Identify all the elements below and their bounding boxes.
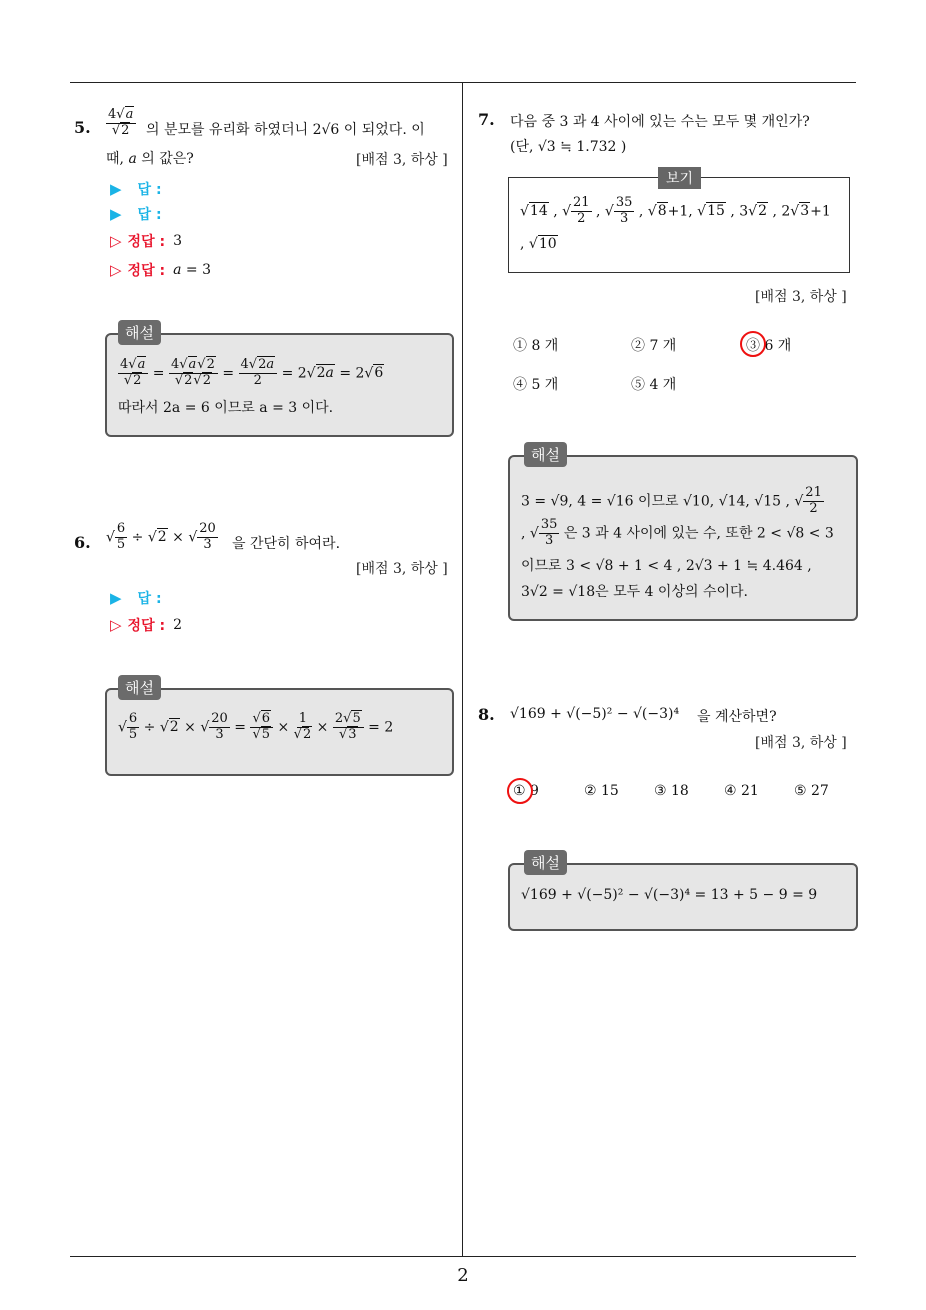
q7-choice-2[interactable]: ② 7 개 <box>631 338 677 354</box>
outline-triangle-icon: ▷ <box>110 616 122 634</box>
play-icon: ▶ <box>110 205 122 223</box>
q8-solution-line: √169 + √(−5)² − √(−3)⁴ = 13 + 5 − 9 = 9 <box>521 887 818 903</box>
q7-score: [배점 3, 하상 ] <box>755 289 847 305</box>
q8-choice-5[interactable]: ⑤ 27 <box>794 783 829 799</box>
q8-score: [배점 3, 하상 ] <box>755 735 847 751</box>
column-divider <box>462 83 463 1257</box>
q7-bogi-tag: 보기 <box>658 167 701 189</box>
page-number: 2 <box>457 1265 469 1286</box>
q8-choice-3[interactable]: ③ 18 <box>654 783 689 799</box>
q7-choice-5[interactable]: ⑤ 4 개 <box>631 377 677 393</box>
q7-solution-line3: 이므로 3 < √8 + 1 < 4 , 2√3 + 1 ≒ 4.464 , <box>521 558 812 574</box>
q7-number: 7. <box>478 110 495 129</box>
q5-solution-line1: $\frac{4√a}{√2}$ = $\frac{4√a√2}{√2√2}$ = $\frac{4√2a}{2}$ = 2√2a = 2√6 <box>120 357 384 388</box>
q8-choice-2[interactable]: ② 15 <box>584 783 619 799</box>
q7-choice-4[interactable]: ④ 5 개 <box>513 377 559 393</box>
q5-solution-line2: 따라서 2a = 6 이므로 a = 3 이다. <box>118 400 334 416</box>
outline-triangle-icon: ▷ <box>110 261 122 279</box>
q7-bogi-item-last: , √10 <box>520 236 557 252</box>
q5-correct-row-1: ▷ 정답 : 3 <box>110 232 182 250</box>
play-icon: ▶ <box>110 180 122 198</box>
q8-number: 8. <box>478 705 495 724</box>
q6-expression: √ $\frac{6}{5}$ ÷ √2 × √ $\frac{20}{3}$ <box>106 521 216 552</box>
q7-solution-line2: , √ $\frac{35}{3}$ 은 3 과 4 사이에 있는 수, 또한 2 < √8 < 3 <box>521 517 834 548</box>
q5-answer-row-2: ▶ 답 : <box>110 205 162 223</box>
q5-fraction: $\frac{4√a}{√2}$ <box>106 108 136 139</box>
q7-choice-3[interactable]: ③ 6 개 <box>746 338 792 354</box>
q5-number: 5. <box>74 118 91 137</box>
q7-solution-line4: 3√2 = √18은 모두 4 이상의 수이다. <box>521 584 748 600</box>
q5-correct-row-2: ▷ 정답 : a = 3 <box>110 261 211 279</box>
q7-question-line2: (단, √3 ≒ 1.732 ) <box>510 139 627 155</box>
q8-selected-circle <box>507 778 533 804</box>
q7-question-line1: 다음 중 3 과 4 사이에 있는 수는 모두 몇 개인가? <box>510 114 810 130</box>
q5-question-line2: 때, a 의 값은? <box>106 151 194 167</box>
q7-choice-1[interactable]: ① 8 개 <box>513 338 559 354</box>
q5-answer-row-1: ▶ 답 : <box>110 180 162 198</box>
q8-choice-1[interactable]: ① 9 <box>513 783 539 799</box>
q6-correct-row: ▷ 정답 : 2 <box>110 616 182 634</box>
q8-question-text: 을 계산하면? <box>697 709 777 725</box>
q5-question-line1: 의 분모를 유리화 하였더니 2√6 이 되었다. 이 <box>146 122 425 138</box>
q7-selected-circle <box>740 331 766 357</box>
outline-triangle-icon: ▷ <box>110 232 122 250</box>
q8-expression: √169 + √(−5)² − √(−3)⁴ <box>510 706 680 722</box>
q6-answer-row: ▶ 답 : <box>110 589 162 607</box>
q6-solution-expression: √ $\frac{6}{5}$ ÷ √2 × √ $\frac{20}{3}$ = $\frac{√6}{√5}$ × $\frac{1}{√2}$ × $\frac{2√5}{√3}$ = 2 <box>118 711 394 742</box>
q6-number: 6. <box>74 533 91 552</box>
q8-choice-4[interactable]: ④ 21 <box>724 783 759 799</box>
q6-solution-tag: 해설 <box>118 675 161 700</box>
top-rule <box>70 82 856 83</box>
q6-question-text: 을 간단히 하여라. <box>232 536 341 552</box>
q7-solution-line1: 3 = √9, 4 = √16 이므로 √10, √14, √15 , √ $\frac{21}{2}$ <box>521 485 822 516</box>
q7-solution-tag: 해설 <box>524 442 567 467</box>
q5-score: [배점 3, 하상 ] <box>356 152 448 168</box>
bottom-rule <box>70 1256 856 1257</box>
q8-solution-tag: 해설 <box>524 850 567 875</box>
q5-solution-tag: 해설 <box>118 320 161 345</box>
q7-bogi-items: √14 , √ $\frac{21}{2}$ , √ $\frac{35}{3}$ , √8+1, √15 , 3√2 , 2√3+1 <box>520 195 831 226</box>
q6-score: [배점 3, 하상 ] <box>356 561 448 577</box>
play-icon: ▶ <box>110 589 122 607</box>
